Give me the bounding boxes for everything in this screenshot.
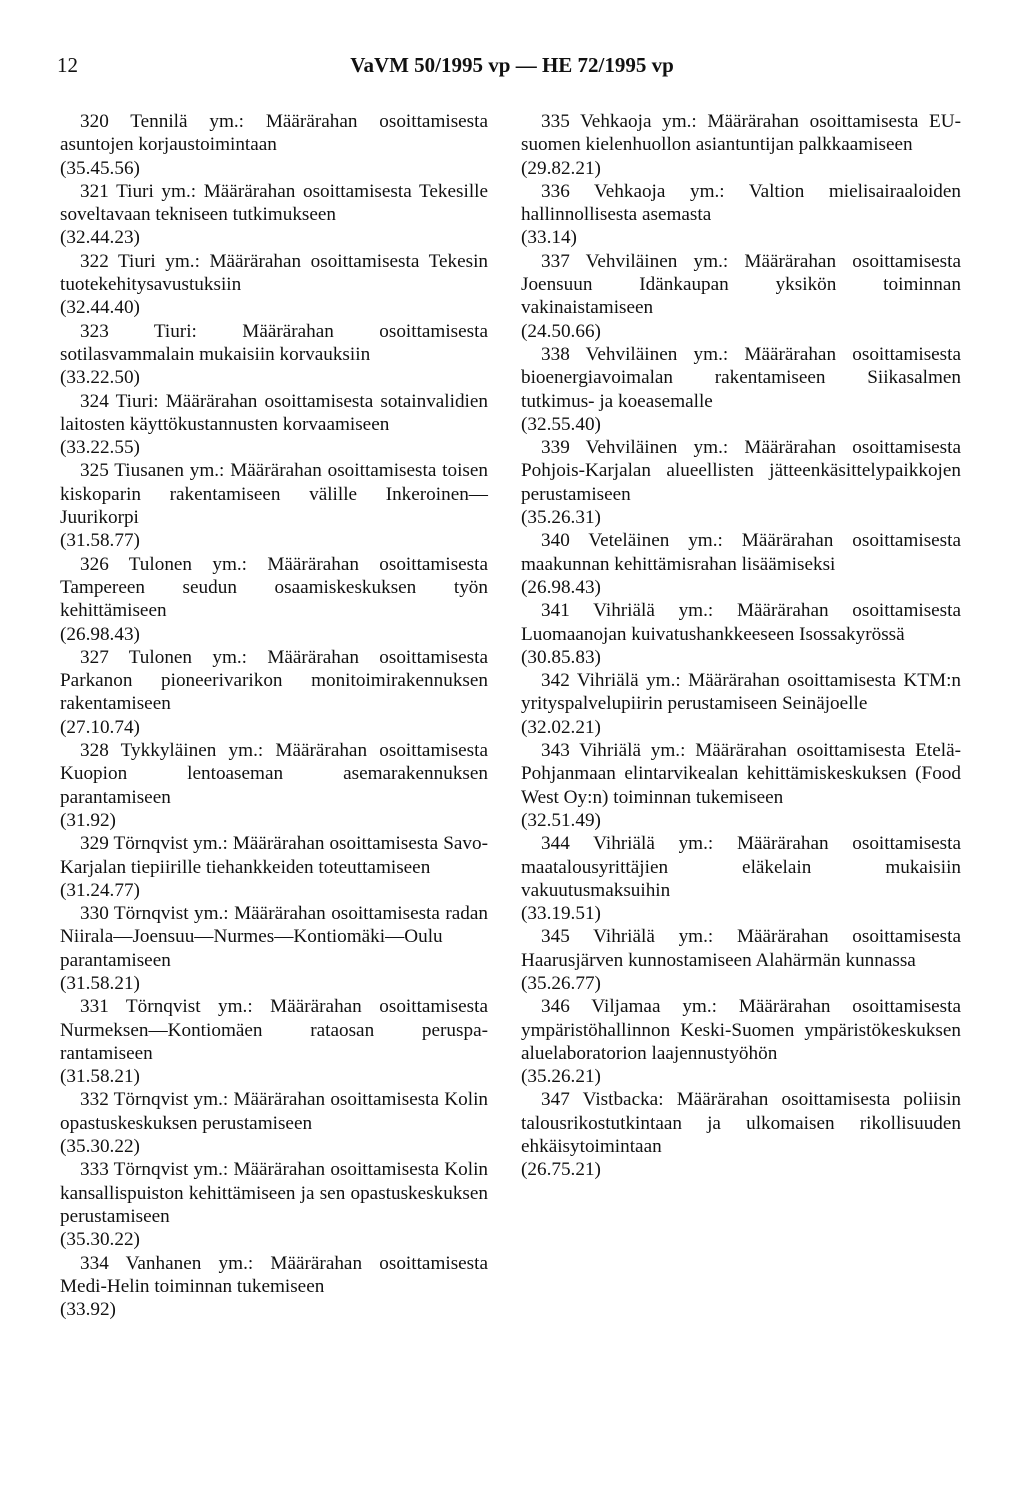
list-item [60, 553, 488, 646]
entry-text: 325 Tiusanen ym.: Määrärahan osoittamisesta toisen kiskoparin rakentamiseen välille Inkeroinen—Juurikorpi [60, 460, 488, 529]
running-header: VaVM 50/1995 vp — HE 72/1995 vp [350, 53, 674, 77]
entry-code: (26.98.43) [521, 576, 601, 598]
list-item [521, 925, 961, 995]
entry-text: 322 Tiuri ym.: Määrärahan osoittamisesta Tekesin tuotekehitysavustuksiin [60, 250, 488, 296]
entry-text: 321 Tiuri ym.: Määrärahan osoittamisesta Tekesille soveltavaan tekniseen tutkimukseen [60, 180, 488, 226]
list-item [521, 110, 961, 180]
list-item [60, 1252, 488, 1322]
list-item [60, 832, 488, 902]
list-item [521, 436, 961, 529]
entry-text: 323 Tiuri: Määrärahan osoittamisesta sotilasvammalain mukaisiin korvauksiin [60, 320, 488, 365]
list-item [60, 902, 488, 995]
entry-code: (33.92) [60, 1299, 116, 1321]
entry-text: 328 Tykkyläinen ym.: Määrärahan osoittamisesta Kuopion lentoaseman asemarakennuksen parantamiseen [60, 740, 488, 808]
page-number: 12 [57, 53, 78, 77]
entry-code: (32.02.21) [521, 716, 601, 738]
entry-text: 343 Vihriälä ym.: Määrärahan osoittamisesta Etelä-Pohjanmaan elintarvikealan kehittämiskeskuksen (Food West Oy:n) toiminnan tukemiseen [521, 740, 961, 808]
entry-code: (35.26.77) [521, 972, 601, 994]
list-item [521, 995, 961, 1088]
entry-text: 338 Vehviläinen ym.: Määrärahan osoittamisesta bioenergiavoimalan rakentamiseen Siikasalmen tutkimus- ja koeasemalle [521, 343, 961, 412]
entry-code: (33.22.50) [60, 367, 140, 389]
entry-code: (29.82.21) [521, 157, 601, 179]
entry-text: 347 Vistbacka: Määrärahan osoittamisesta poliisin talousrikostutkintaan ja ulkomaisen rikollisuuden ehkäisytoimintaan [521, 1089, 961, 1158]
entry-code: (35.30.22) [60, 1136, 140, 1158]
entry-code: (33.19.51) [521, 903, 601, 925]
list-item [521, 739, 961, 832]
entry-text: 339 Vehviläinen ym.: Määrärahan osoittamisesta Pohjois-Karjalan alueellisten jätteenkäsittelypaikkojen perustamiseen [521, 437, 961, 505]
entry-code: (32.44.23) [60, 227, 140, 249]
list-item [521, 250, 961, 343]
entry-code: (31.24.77) [60, 879, 140, 901]
list-item [60, 1158, 488, 1251]
list-item [60, 995, 488, 1088]
entry-text: 327 Tulonen ym.: Määrärahan osoittamisesta Parkanon pioneerivarikon monitoimirakennuksen rakentamiseen [60, 646, 488, 715]
entry-text: 331 Törnqvist ym.: Määrärahan osoittamisesta Nurmeksen—Kontiomäen rataosan peruspa- rantamiseen [60, 996, 488, 1064]
entry-text: 342 Vihriälä ym.: Määrärahan osoittamisesta KTM:n yrityspalvelupiirin perustamiseen Seinäjoelle [521, 670, 961, 715]
entry-code: (33.14) [521, 227, 577, 249]
entry-code: (32.44.40) [60, 297, 140, 319]
entry-text: 336 Vehkaoja ym.: Valtion mielisairaaloiden hallinnollisesta asemasta [521, 180, 961, 226]
entry-code: (35.26.21) [521, 1066, 601, 1088]
list-item [60, 739, 488, 832]
entry-text: 335 Vehkaoja ym.: Määrärahan osoittamisesta EU-suomen kielenhuollon asiantuntijan palkkaamiseen [521, 111, 961, 156]
entry-text: 341 Vihriälä ym.: Määrärahan osoittamisesta Luomaanojan kuivatushankkeeseen Isossakyrössä [521, 600, 961, 645]
entry-code: (26.98.43) [60, 623, 140, 645]
list-item [521, 180, 961, 250]
entry-code: (33.22.55) [60, 437, 140, 459]
list-item [521, 669, 961, 739]
entry-code: (27.10.74) [60, 716, 140, 738]
entry-text: 344 Vihriälä ym.: Määrärahan osoittamisesta maatalousyrittäjien eläkelain mukaisiin vakuutusmaksuihin [521, 833, 961, 901]
list-item [60, 180, 488, 250]
entry-text: 324 Tiuri: Määrärahan osoittamisesta sotainvalidien laitosten käyttökustannusten korvaamiseen [60, 390, 488, 435]
entry-code: (35.45.56) [60, 157, 140, 179]
entry-text: 326 Tulonen ym.: Määrärahan osoittamisesta Tampereen seudun osaamiskeskuksen työn kehittämiseen [60, 553, 488, 622]
list-item [521, 529, 961, 599]
entry-text: 340 Veteläinen ym.: Määrärahan osoittamisesta maakunnan kehittämisrahan lisäämiseksi [521, 530, 961, 575]
list-item [60, 110, 488, 180]
entry-text: 330 Törnqvist ym.: Määrärahan osoittamisesta radan Niirala—Joensuu—Nurmes—Kontiomäki—Oulu parantamiseen [60, 903, 488, 971]
entry-code: (31.58.21) [60, 972, 140, 994]
entry-code: (24.50.66) [521, 320, 601, 342]
entry-text: 346 Viljamaa ym.: Määrärahan osoittamisesta ympäristöhallinnon Keski-Suomen ympäristökeskuksen aluelaboratorion laajennustyöhön [521, 996, 961, 1064]
list-item [521, 343, 961, 436]
entry-code: (32.51.49) [521, 809, 601, 831]
list-item [60, 390, 488, 460]
list-item [60, 646, 488, 739]
entry-code: (32.55.40) [521, 413, 601, 435]
list-item [60, 459, 488, 552]
entry-code: (31.58.21) [60, 1066, 140, 1088]
entry-code: (30.85.83) [521, 646, 601, 668]
entry-text: 332 Törnqvist ym.: Määrärahan osoittamisesta Kolin opastuskeskuksen perustamiseen [60, 1089, 488, 1134]
entry-text: 329 Törnqvist ym.: Määrärahan osoittamisesta Savo-Karjalan tiepiirille tiehankkeiden toteuttamiseen [60, 833, 488, 878]
list-item [521, 832, 961, 925]
entry-text: 337 Vehviläinen ym.: Määrärahan osoittamisesta Joensuun Idänkaupan yksikön toiminnan vakinaistamiseen [521, 250, 961, 319]
entry-text: 333 Törnqvist ym.: Määrärahan osoittamisesta Kolin kansallispuiston kehittämiseen ja sen opastuskeskuksen perustamiseen [60, 1159, 488, 1227]
list-item [60, 250, 488, 320]
entry-code: (26.75.21) [521, 1159, 601, 1181]
entry-text: 345 Vihriälä ym.: Määrärahan osoittamisesta Haarusjärven kunnostamiseen Alahärmän kunnassa [521, 926, 961, 971]
entry-code: (31.92) [60, 809, 116, 831]
list-item [60, 320, 488, 390]
list-item [521, 1088, 961, 1181]
list-item [521, 599, 961, 669]
entry-code: (35.30.22) [60, 1229, 140, 1251]
list-item [60, 1088, 488, 1158]
left-column [60, 110, 488, 1321]
right-column [521, 110, 961, 1182]
entry-code: (35.26.31) [521, 507, 601, 529]
entry-text: 320 Tennilä ym.: Määrärahan osoittamisesta asuntojen korjaustoimintaan [60, 111, 488, 156]
entry-code: (31.58.77) [60, 530, 140, 552]
entry-text: 334 Vanhanen ym.: Määrärahan osoittamisesta Medi-Helin toiminnan tukemiseen [60, 1252, 488, 1297]
